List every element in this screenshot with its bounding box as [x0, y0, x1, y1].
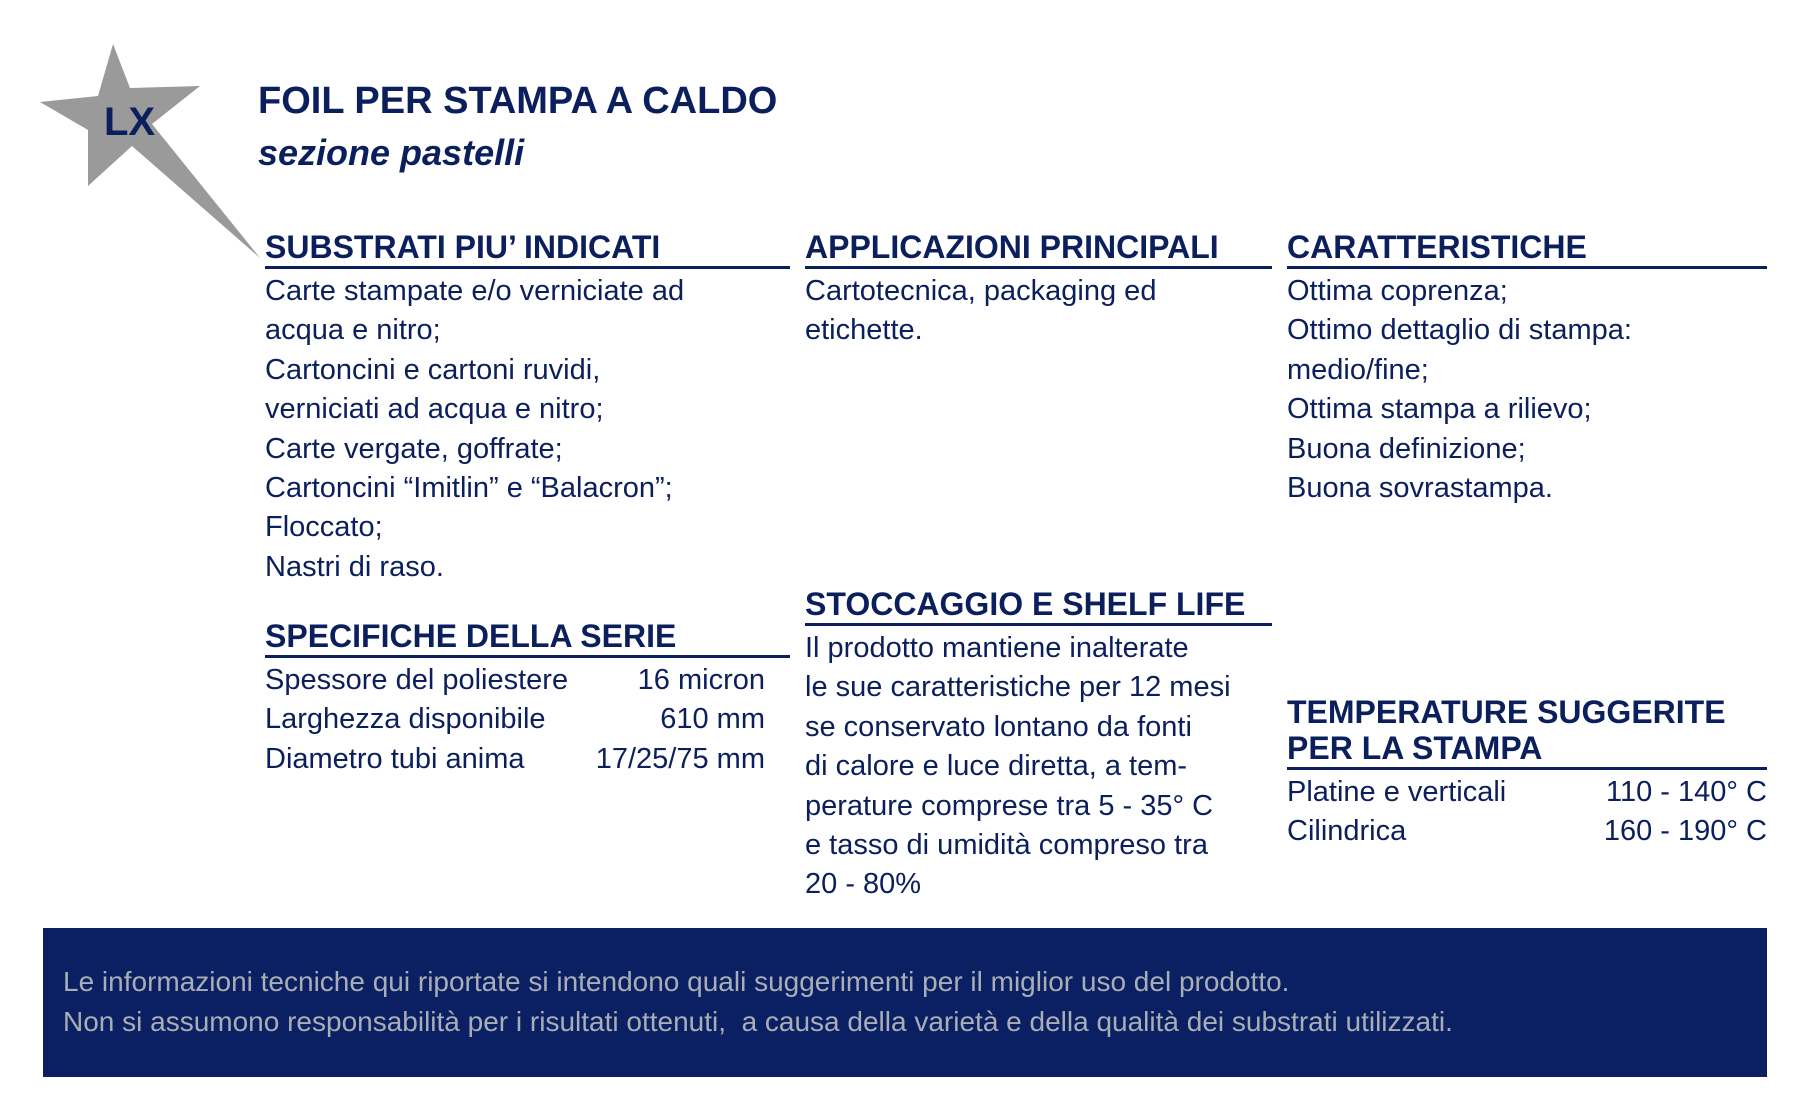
- temperature-row: [1287, 773, 1767, 812]
- text-line: verniciati ad acqua e nitro;: [265, 393, 604, 426]
- text-line: le sue caratteristiche per 12 mesi: [805, 671, 1231, 704]
- lx-star-logo: [40, 40, 270, 270]
- heading-line: TEMPERATURE SUGGERITE: [1287, 694, 1726, 730]
- section-heading: SUBSTRATI PIU’ INDICATI: [265, 229, 790, 269]
- section-body: [265, 661, 765, 779]
- text-line: Cartotecnica, packaging ed: [805, 275, 1157, 307]
- spec-row: [265, 700, 765, 739]
- star-shape: [40, 44, 260, 258]
- page-title: FOIL PER STAMPA A CALDO: [258, 80, 778, 122]
- text-line: Ottima coprenza;: [1287, 275, 1508, 307]
- text-line: Ottimo dettaglio di stampa:: [1287, 314, 1632, 347]
- text-line: etichette.: [805, 314, 923, 347]
- text-line: Cartoncini “Imitlin” e “Balacron”;: [265, 472, 673, 505]
- section-specifiche: [265, 618, 790, 779]
- section-body: [805, 629, 1272, 905]
- text-line: Carte vergate, goffrate;: [265, 432, 563, 465]
- text-line: Buona sovrastampa.: [1287, 472, 1553, 505]
- section-body: [1287, 773, 1767, 852]
- section-stoccaggio: [805, 586, 1272, 905]
- page-subtitle: sezione pastelli: [258, 132, 525, 173]
- spec-label: Diametro tubi anima: [265, 742, 525, 775]
- heading-line: PER LA STAMPA: [1287, 730, 1543, 766]
- section-caratteristiche: [1287, 229, 1767, 508]
- section-heading: STOCCAGGIO E SHELF LIFE: [805, 586, 1272, 626]
- section-applicazioni: [805, 229, 1272, 351]
- temperature-label: Platine e verticali: [1287, 776, 1507, 808]
- spec-value: 17/25/75 mm: [595, 742, 765, 775]
- temperature-value: 160 - 190° C: [1603, 815, 1767, 848]
- text-line: 20 - 80%: [805, 868, 922, 901]
- temperature-value: 110 - 140° C: [1606, 776, 1767, 808]
- spec-value: 16 micron: [637, 664, 765, 696]
- disclaimer-banner: [43, 928, 1767, 1077]
- spec-row: [265, 661, 765, 700]
- text-line: Cartoncini e cartoni ruvidi,: [265, 353, 601, 386]
- text-line: perature comprese tra 5 - 35° C: [805, 789, 1214, 822]
- text-line: medio/fine;: [1287, 353, 1429, 386]
- disclaimer-line: Le informazioni tecniche qui riportate si intendono quali suggerimenti per il miglior uso del prodotto.: [63, 966, 1290, 997]
- text-line: Buona definizione;: [1287, 432, 1526, 465]
- disclaimer-line: Non si assumono responsabilità per i risultati ottenuti, a causa della varietà e della qualità dei substrati utilizzati.: [63, 1006, 1453, 1037]
- section-body: [265, 272, 790, 587]
- section-body: [805, 272, 1272, 351]
- text-line: e tasso di umidità compreso tra: [805, 829, 1208, 862]
- text-line: di calore e luce diretta, a tem-: [805, 750, 1188, 783]
- text-line: Nastri di raso.: [265, 550, 444, 583]
- spec-value: 610 mm: [660, 703, 765, 736]
- spec-row: [265, 740, 765, 779]
- section-temperature: [1287, 694, 1767, 852]
- temperature-row: [1287, 812, 1767, 851]
- text-line: Il prodotto mantiene inalterate: [805, 632, 1189, 664]
- logo-label: LX: [104, 100, 156, 144]
- text-line: Floccato;: [265, 511, 383, 544]
- spec-label: Spessore del poliestere: [265, 664, 569, 696]
- section-substrati: [265, 229, 790, 587]
- section-heading: CARATTERISTICHE: [1287, 229, 1767, 269]
- text-line: Ottima stampa a rilievo;: [1287, 393, 1592, 426]
- section-heading: APPLICAZIONI PRINCIPALI: [805, 229, 1272, 269]
- disclaimer-text: [63, 962, 1453, 1042]
- spec-label: Larghezza disponibile: [265, 703, 546, 736]
- text-line: Carte stampate e/o verniciate ad: [265, 275, 685, 307]
- temperature-label: Cilindrica: [1287, 815, 1407, 848]
- text-line: se conservato lontano da fonti: [805, 710, 1192, 743]
- section-heading: SPECIFICHE DELLA SERIE: [265, 618, 790, 658]
- text-line: acqua e nitro;: [265, 314, 441, 347]
- section-body: [1287, 272, 1767, 508]
- section-heading: [1287, 694, 1767, 770]
